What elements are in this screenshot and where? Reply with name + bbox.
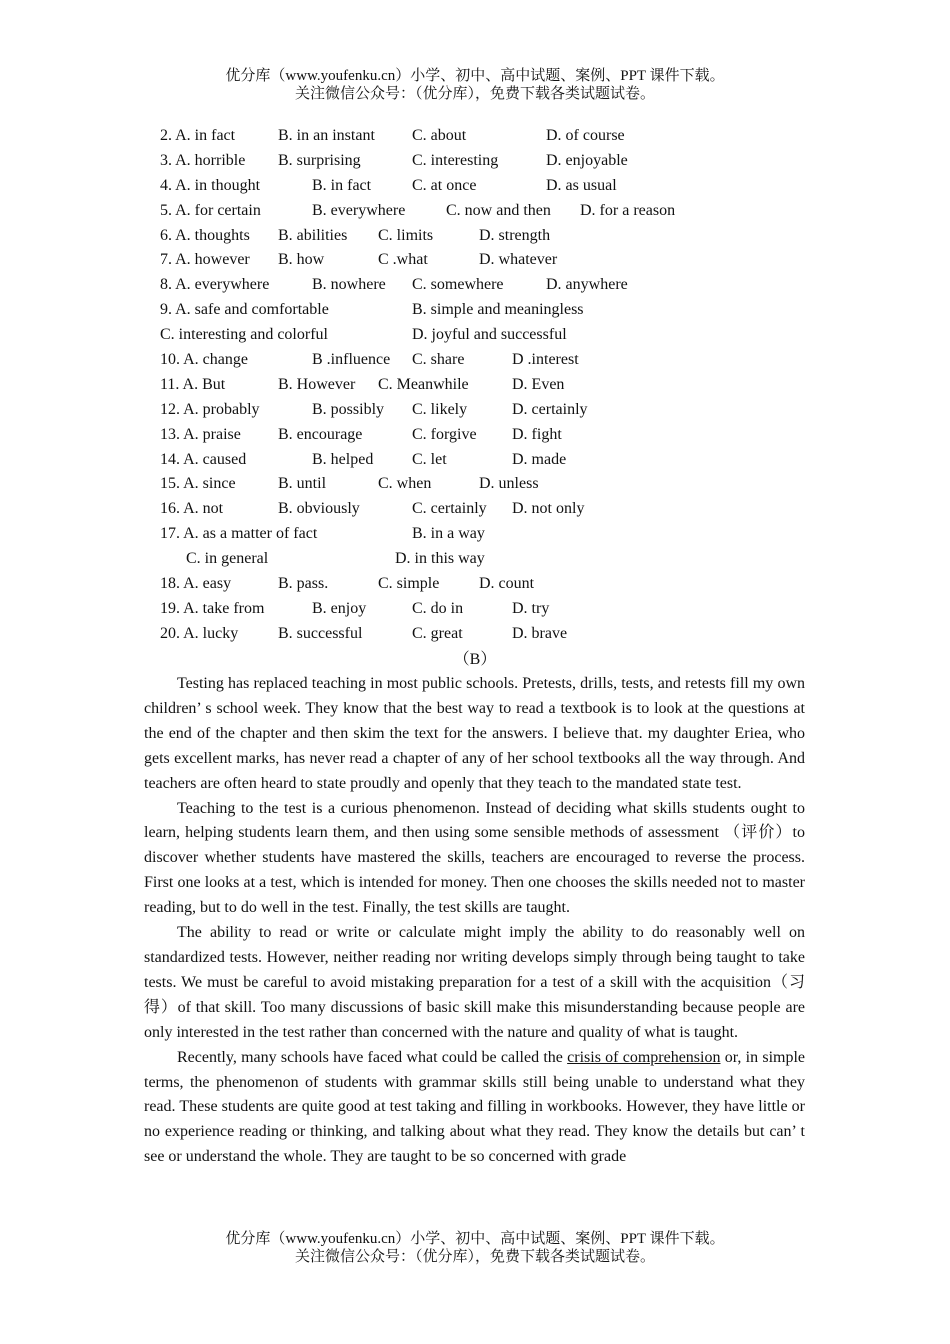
option-c: C. forgive	[412, 425, 477, 443]
option-c: C. Meanwhile	[378, 375, 469, 393]
page-header	[0, 67, 950, 103]
option-a: 6. A. thoughts	[160, 226, 250, 244]
option-c: C. let	[412, 450, 447, 468]
option-a: 11. A. But	[160, 375, 226, 393]
header-line-1: 优分库（www.youfenku.cn）小学、初中、高中试题、案例、PPT 课件下载。	[225, 68, 725, 84]
option-b: B. possibly	[312, 400, 385, 418]
option-d: D .interest	[512, 351, 579, 369]
option-b: B. However	[278, 375, 356, 393]
option-d: D. strength	[479, 226, 551, 244]
option-c: C .what	[378, 251, 428, 269]
option-a: 5. A. for certain	[160, 201, 261, 219]
option-a: 17. A. as a matter of fact	[160, 525, 318, 543]
footer-line-2: 关注微信公众号：（优分库），免费下载各类试题试卷。	[294, 1249, 655, 1265]
paragraph-3: The ability to read or write or calculate might imply the ability to do reasonably well on standardized tests. However, neither reading nor writing develops simply through being taught to take tests. We must be careful to avoid mistaking preparation for a test of a skill with the acquisition（习得）of that skill. Too many discussions of basic skill make this misunderstanding because people are only interested in the test rather than concerned with the nature and quality of what is taught.	[144, 924, 805, 1041]
option-d: D. not only	[512, 500, 585, 518]
paragraph-4	[144, 1046, 805, 1171]
option-c: C. at once	[412, 176, 477, 194]
option-d: D. certainly	[512, 400, 588, 418]
option-d: D. enjoyable	[546, 151, 628, 169]
option-a: 13. A. praise	[160, 425, 241, 443]
paragraph-2: Teaching to the test is a curious phenomenon. Instead of deciding what skills students ought to learn, helping students learn them, and then using some sensible methods of assessment （评价）to discover whether students have mastered the skills, teachers are encouraged to reverse the process. First one looks at a test, which is intended for money. Then one chooses the skills needed not to master reading, but to do well in the test. Finally, the test skills are taught.	[144, 799, 805, 917]
option-b: B. encourage	[278, 425, 363, 443]
option-c: C. about	[412, 127, 467, 144]
option-a: 20. A. lucky	[160, 624, 239, 642]
option-d: D. unless	[479, 475, 539, 493]
option-b: B. abilities	[278, 226, 348, 244]
option-d: D. anywhere	[546, 276, 628, 294]
option-d: D. as usual	[546, 176, 617, 194]
option-a: 8. A. everywhere	[160, 276, 270, 294]
header-line-2: 关注微信公众号：（优分库），免费下载各类试题试卷。	[294, 86, 655, 102]
option-b: B. surprising	[278, 151, 361, 169]
option-d: D. fight	[512, 425, 562, 443]
option-c: C. interesting	[412, 151, 499, 169]
page-footer	[0, 1230, 950, 1266]
option-a: 10. A. change	[160, 351, 248, 369]
option-c: C. now and then	[446, 201, 551, 219]
option-d: D. Even	[512, 375, 565, 393]
option-d: D. for a reason	[580, 201, 676, 219]
option-b: B. obviously	[278, 500, 360, 518]
option-b: B. in a way	[412, 525, 485, 543]
option-b: B. pass.	[278, 575, 329, 593]
option-a: 12. A. probably	[160, 400, 260, 418]
option-c: C. limits	[378, 226, 434, 244]
paragraph-4-start: Recently, many schools have faced what could be called the	[177, 1048, 568, 1066]
option-c: C. when	[378, 475, 432, 493]
option-c: C. do in	[412, 599, 464, 617]
option-b: B. helped	[312, 450, 374, 468]
option-c: C. interesting and colorful	[160, 326, 328, 344]
option-a: 9. A. safe and comfortable	[160, 301, 329, 319]
option-b: B. nowhere	[312, 276, 386, 294]
footer-line-1: 优分库（www.youfenku.cn）小学、初中、高中试题、案例、PPT 课件下载。	[225, 1231, 725, 1247]
option-a: 19. A. take from	[160, 599, 265, 617]
option-c: C. in general	[186, 550, 269, 568]
option-a: 15. A. since	[160, 475, 236, 493]
reading-passage	[144, 672, 805, 1170]
option-d: D. made	[512, 450, 567, 468]
option-d: D. joyful and successful	[412, 326, 567, 344]
option-a: 7. A. however	[160, 251, 250, 269]
paragraph-4-end: or, in simple terms, the phenomenon of students with grammar skills still being unable to understand what they read. These students are quite good at test taking and filling in workbooks. However, they have little or no experience reading or thinking, and talking about what they read. They know the details but can’ t see or understand the whole. They are taught to be so concerned with grade	[144, 1048, 806, 1166]
option-b: B. everywhere	[312, 201, 406, 219]
option-b: B. in an instant	[278, 127, 375, 144]
option-a: 3. A. horrible	[160, 151, 246, 169]
option-a: 2. A. in fact	[160, 127, 236, 144]
option-d: D. whatever	[479, 251, 558, 269]
option-c: C. somewhere	[412, 276, 504, 294]
option-c: C. likely	[412, 400, 468, 418]
option-b: B. simple and meaningless	[412, 301, 584, 319]
underlined-phrase: crisis of comprehension	[567, 1048, 721, 1066]
option-c: C. certainly	[412, 500, 487, 518]
option-a: 14. A. caused	[160, 450, 247, 468]
option-b: B .influence	[312, 351, 391, 369]
option-b: B. until	[278, 475, 327, 493]
option-d: D. count	[479, 575, 535, 593]
option-a: 18. A. easy	[160, 575, 232, 593]
option-d: D. of course	[546, 127, 625, 144]
section-label: （B）	[453, 651, 497, 668]
option-d: D. in this way	[395, 550, 485, 568]
option-b: B. in fact	[312, 176, 372, 194]
option-c: C. share	[412, 351, 465, 369]
option-b: B. how	[278, 251, 325, 269]
option-c: C. simple	[378, 575, 440, 593]
option-a: 4. A. in thought	[160, 176, 261, 194]
option-b: B. successful	[278, 624, 363, 642]
paragraph-1: Testing has replaced teaching in most public schools. Pretests, drills, tests, and retests fill my own children’ s school week. They know that the best way to read a textbook is to look at the questions at the end of the chapter and then skim the text for the answers. I believe that. my daughter Eriea, who gets excellent marks, has never read a chapter of any of her school textbooks all the way through. And teachers are often heard to state proudly and openly that they teach to the mandated state test.	[144, 675, 805, 792]
option-c: C. great	[412, 624, 463, 642]
option-b: B. enjoy	[312, 599, 367, 617]
option-d: D. try	[512, 599, 550, 617]
option-d: D. brave	[512, 624, 568, 642]
option-a: 16. A. not	[160, 500, 224, 518]
